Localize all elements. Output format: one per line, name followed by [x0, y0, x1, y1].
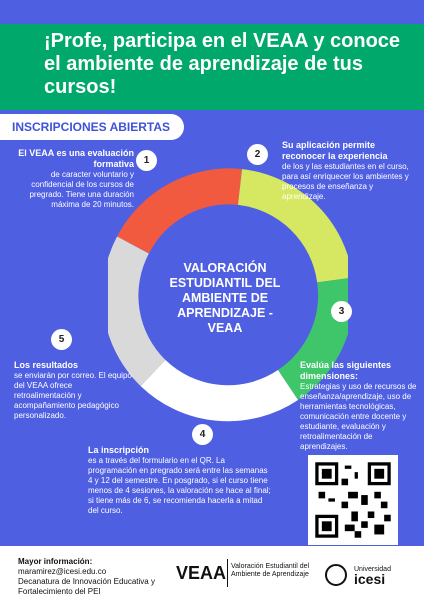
svg-text:Universidad: Universidad	[354, 566, 391, 573]
svg-text:icesi: icesi	[354, 571, 386, 587]
veaa-subtitle: Valoración Estudiantil del Ambiente de Aprendizaje	[231, 563, 310, 578]
step-1-text: El VEAA es una evaluación formativa de caracter voluntario y confidencial de los cursos de pregrado. Tiene una duración máxima de 20 minutos.	[18, 148, 134, 209]
footer-info: Mayor información: maramirez@icesi.edu.co Decanatura de Innovación Educativa y Fortalecimiento del PEI	[18, 557, 178, 597]
step-number-1: 1	[136, 150, 157, 171]
step-number-5: 5	[51, 329, 72, 350]
veaa-logo: VEAA	[176, 563, 227, 583]
qr-code[interactable]	[308, 455, 398, 545]
logo-separator	[227, 559, 228, 587]
icesi-logo	[324, 560, 414, 590]
logo-ring-icon	[326, 565, 346, 585]
step-number-2: 2	[247, 144, 268, 165]
step-number-3: 3	[331, 301, 352, 322]
registration-badge: INSCRIPCIONES ABIERTAS	[0, 114, 184, 140]
step-3-text: Evalúa las siguientes dimensiones: Estrategias y uso de recursos de enseñanza/aprendizaje, uso de herramientas tecnológicas, comunicación entre docente y estudiante, evaluación y retroalimentación de aprendizajes.	[300, 360, 417, 451]
center-title: VALORACIÓN ESTUDIANTIL DEL AMBIENTE DE APRENDIZAJE - VEAA	[169, 261, 281, 335]
segment-5	[120, 245, 153, 373]
step-5-text: Los resultados se enviarán por correo. El equipo del VEAA ofrece retroalimentación y acompañamiento pedagógico personalizado.	[14, 360, 132, 420]
step-2-text: Su aplicación permite reconocer la experiencia de los y las estudiantes en el curso, para así enriquecer los ambientes y procesos de enseñanza y aprendizaje.	[282, 140, 409, 201]
contact-email[interactable]: maramirez@icesi.edu.co	[18, 567, 107, 576]
step-4-text: La inscripción es a través del formulario en el QR. La programación en pregrado será entre las semanas 4 y 12 del semestre. En posgrado, si el curso tiene menos de 4 sesiones, la valoración se hace al final; si tiene más de 6, se recomienda hacerla a mitad del curso.	[88, 445, 271, 515]
segment-1	[133, 186, 240, 245]
segment-4	[153, 373, 288, 403]
page-title: ¡Profe, participa en el VEAA y conoce el ambiente de aprendizaje de tus cursos!	[44, 30, 401, 98]
step-number-4: 4	[192, 424, 213, 445]
qr-code-icon	[312, 459, 394, 541]
